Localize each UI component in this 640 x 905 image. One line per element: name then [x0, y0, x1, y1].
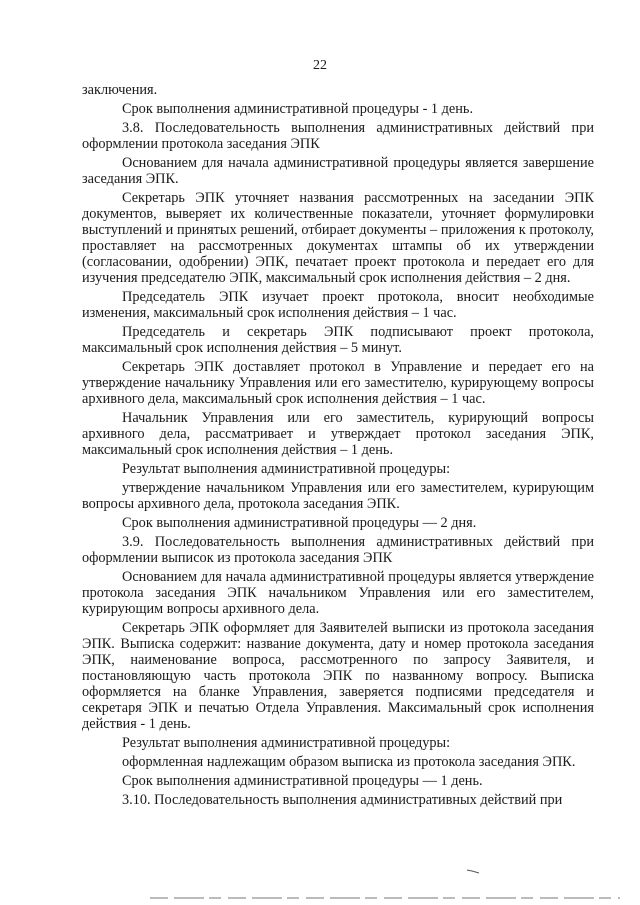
paragraph: Результат выполнения административной процедуры:: [122, 461, 451, 477]
paragraph: Начальник Управления или его заместитель, курирующий вопросы архивного дела, рассматривает и утверждает протокол заседания ЭПК, максимальный срок исполнения действия – 1 день.: [82, 410, 594, 458]
paragraph: утверждение начальником Управления или его заместителем, курирующим вопросы архивного дела, протокола заседания ЭПК.: [82, 480, 594, 512]
document-body: [82, 82, 594, 811]
paragraph: Срок выполнения административной процедуры - 1 день.: [122, 101, 474, 117]
paragraph: Секретарь ЭПК оформляет для Заявителей выписки из протокола заседания ЭПК. Выписка содержит: название документа, дату и номер протокола заседания ЭПК, наименование вопроса, рассмотренного по запросу Заявителя, и постановляющую часть протокола ЭПК по названному вопросу. Выписка оформляется на бланке Управления, заверяется подписями председателя и секретаря ЭПК и печатью Отдела Управления. Максимальный срок исполнения действия - 1 день.: [82, 620, 594, 732]
paragraph: 3.8. Последовательность выполнения административных действий при оформлении протокола заседания ЭПК: [82, 120, 594, 152]
page-number: 22: [313, 58, 327, 73]
paragraph: Секретарь ЭПК уточняет названия рассмотренных на заседании ЭПК документов, выверяет их количественные показатели, уточняет формулировки выступлений и принятых решений, отбирает документы – приложения к протоколу, проставляет на рассмотренных документах штампы об их утверждении (согласовании, одобрении) ЭПК, печатает проект протокола и передает его для изучения председателю ЭПК, максимальный срок исполнения действия – 2 дня.: [82, 190, 594, 286]
paragraph: Срок выполнения административной процедуры — 2 дня.: [122, 515, 477, 531]
scan-artifact-mark: [466, 868, 480, 874]
paragraph: Председатель и секретарь ЭПК подписывают проект протокола, максимальный срок исполнения действия – 5 минут.: [82, 324, 594, 356]
paragraph: оформленная надлежащим образом выписка из протокола заседания ЭПК.: [122, 754, 576, 770]
scan-artifact-footer: [150, 895, 620, 901]
paragraph: Результат выполнения административной процедуры:: [122, 735, 451, 751]
paragraph: Основанием для начала административной процедуры является утверждение протокола заседания ЭПК начальником Управления или его заместителем, курирующим вопросы архивного дела.: [82, 569, 594, 617]
paragraph: Секретарь ЭПК доставляет протокол в Управление и передает его на утверждение начальнику Управления или его заместителю, курирующему вопросы архивного дела, максимальный срок исполнения действия – 1 час.: [82, 359, 594, 407]
paragraph: 3.10. Последовательность выполнения административных действий при: [122, 792, 563, 808]
paragraph: заключения.: [82, 82, 158, 98]
paragraph: 3.9. Последовательность выполнения административных действий при оформлении выписок из протокола заседания ЭПК: [82, 534, 594, 566]
paragraph: Срок выполнения административной процедуры — 1 день.: [122, 773, 483, 789]
paragraph: Председатель ЭПК изучает проект протокола, вносит необходимые изменения, максимальный срок исполнения действия – 1 час.: [82, 289, 594, 321]
paragraph: Основанием для начала административной процедуры является завершение заседания ЭПК.: [82, 155, 594, 187]
